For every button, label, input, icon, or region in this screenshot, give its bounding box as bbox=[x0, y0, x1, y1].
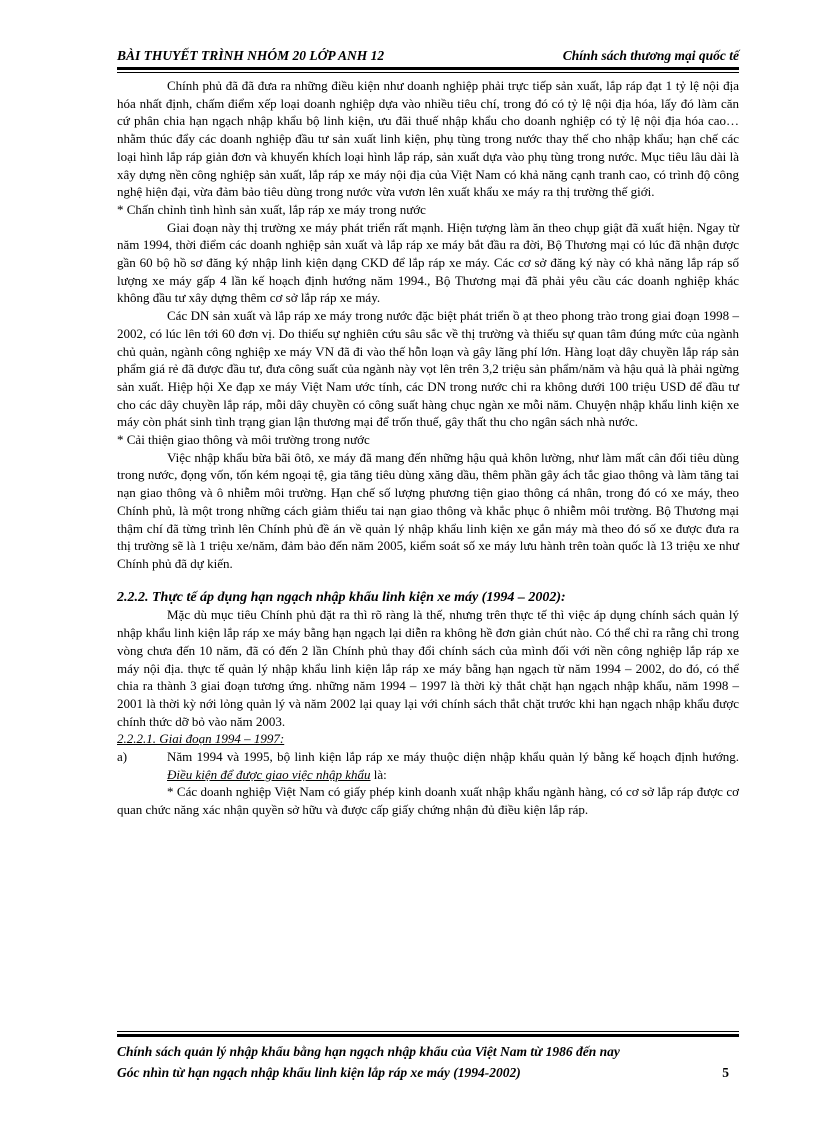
paragraph-enterprises: Các DN sản xuất và lắp ráp xe máy trong nước đặc biệt phát triển ồ ạt theo phong trào trong giai đoạn 1998 – 2002, có lúc lên tới 60 đơn vị. Do thiếu sự nghiên cứu sâu sắc về thị trường và thiếu sự quan tâm đúng mức của ngành chủ quản, ngành công nghiệp xe máy VN đã đi vào thế hỗn loạn và gây lãng phí lớn. Hàng loạt dây chuyền lắp ráp sản phẩm giá rẻ đã được đầu tư, đưa công suất của ngành này vọt lên trên 3,2 triệu sản phẩm/năm và hậu quả là phải ngừng sản xuất. Hiệp hội Xe đạp xe máy Việt Nam ước tính, các DN trong nước chi ra không dưới 100 triệu USD để đầu tư cho các dây chuyền lắp ráp, mỗi dây chuyền có công suất hàng chục ngàn xe mỗi năm. Chuyện nhập khẩu linh kiện xe máy còn phát sinh tình trạng gian lận thương mại để trốn thuế, gây thất thu cho ngân sách nhà nước. bbox=[117, 308, 739, 430]
page-header bbox=[117, 44, 739, 66]
subsection-heading-text: 2.2.2.1. Giai đoạn 1994 – 1997: bbox=[117, 731, 285, 747]
item-a-main: Năm 1994 và 1995, bộ linh kiện lắp ráp xe máy thuộc diện nhập khẩu quản lý bằng kế hoạch định hướng. bbox=[167, 749, 739, 765]
page-number: 5 bbox=[722, 1065, 729, 1080]
item-a-text bbox=[167, 748, 739, 783]
paragraph-condition-license: * Các doanh nghiệp Việt Nam có giấy phép kinh doanh xuất nhập khẩu ngành hàng, có cơ sở lắp ráp được cơ quan chức năng xác nhận quyền sở hữu và được cấp giấy chứng nhận đủ điều kiện lắp ráp. bbox=[117, 784, 739, 818]
page-footer bbox=[117, 1041, 739, 1083]
item-a-label: a) bbox=[117, 749, 128, 765]
header-rule-thick bbox=[117, 67, 739, 70]
bullet-restructure-production: * Chấn chỉnh tình hình sản xuất, lắp ráp xe máy trong nước bbox=[117, 201, 426, 217]
paragraph-market-growth: Giai đoạn này thị trường xe máy phát triển rất mạnh. Hiện tượng làm ăn theo chụp giật đã xuất hiện. Ngay từ năm 1994, thời điểm các doanh nghiệp sản xuất và lắp ráp xe máy bắt đầu ra đời, Bộ Thương mại có lúc đã nhận được gần 60 bộ hồ sơ đăng ký nhập linh kiện dạng CKD để lắp ráp xe máy. Các cơ sở đăng ký này có khả năng lắp ráp số lượng xe máy gấp 4 lần kế hoạch định hướng năm 1994., Bộ Thương mại đã phải yêu cầu các doanh nghiệp khác không đầu tư xây dựng thêm cơ sở lắp ráp xe máy. bbox=[117, 219, 739, 306]
header-subject: Chính sách thương mại quốc tế bbox=[562, 48, 739, 63]
subsection-heading-2-2-2-1 bbox=[117, 730, 739, 748]
footer-line-1: Chính sách quản lý nhập khẩu bằng hạn ngạch nhập khẩu của Việt Nam từ 1986 đến nay bbox=[117, 1044, 620, 1059]
item-a-emphasis: Điều kiện để được giao việc nhập khẩu bbox=[167, 766, 371, 782]
header-title: BÀI THUYẾT TRÌNH NHÓM 20 LỚP ANH 12 bbox=[117, 48, 385, 63]
paragraph-import-consequences: Việc nhập khẩu bừa bãi ôtô, xe máy đã mang đến những hậu quả khôn lường, như làm mất cân đối tiêu dùng trong nước, đọng vốn, tốn kém ngoại tệ, gia tăng tiêu dùng xăng dầu, thêm phần gây ách tắc giao thông và làm tăng tai nạn giao thông và ô nhiễm môi trường. Hạn chế số lượng phương tiện giao thông cá nhân, trong đó có xe máy, theo Chính phủ, là một trong những cách giảm thiểu tai nạn giao thông và khắc phục ô nhiễm môi trường. Bộ Thương mại thậm chí đã từng trình lên Chính phủ đề án về quản lý nhập khẩu linh kiện xe gắn máy mà theo đó số xe được đưa ra thị trường sẽ là 1 triệu xe/năm, đảm bảo đến năm 2005, kiểm soát số xe máy lưu hành trên toàn quốc là 13 triệu xe như Chính phủ đã dự kiến. bbox=[117, 449, 739, 571]
paragraph-quota-practice: Mặc dù mục tiêu Chính phủ đặt ra thì rõ ràng là thế, nhưng trên thực tế thì việc áp dụng chính sách quản lý nhập khẩu linh kiện lắp ráp xe máy bằng hạn ngạch lại diễn ra không hề đơn giản chút nào. Có thể chỉ ra rằng chỉ trong vòng chưa đến 10 năm, đã có đến 2 lần Chính phủ thay đổi chính sách của mình đối với nền công nghiệp lắp ráp xe máy nội địa. thực tế quản lý nhập khẩu linh kiện lắp ráp xe máy bằng hạn ngạch từ năm 1994 – 2002, do đó, có thể chia ra thành 3 giai đoạn tương ứng. những năm 1994 – 1997 là thời kỳ thắt chặt hạn ngạch nhập khẩu, năm 1998 – 2001 là thời kỳ nới lỏng quản lý và năm 2002 lại quay lại với chính sách thắt chặt trước khi hạn ngạch nhập khẩu được chính thức dỡ bỏ vào năm 2003. bbox=[117, 607, 739, 729]
document-body bbox=[117, 77, 739, 819]
item-a-tail: là: bbox=[370, 766, 387, 782]
header-rule-thin bbox=[117, 72, 739, 73]
footer-rule-thin bbox=[117, 1031, 739, 1032]
footer-rule-thick bbox=[117, 1034, 739, 1037]
footer-line-2: Góc nhìn từ hạn ngạch nhập khẩu linh kiện lắp ráp xe máy (1994-2002) bbox=[117, 1065, 521, 1080]
item-a bbox=[117, 748, 739, 783]
bullet-traffic-environment: * Cải thiện giao thông và môi trường trong nước bbox=[117, 432, 370, 448]
section-heading-2-2-2: 2.2.2. Thực tế áp dụng hạn ngạch nhập khẩu linh kiện xe máy (1994 – 2002): bbox=[117, 589, 566, 605]
paragraph-government-conditions: Chính phủ đã đã đưa ra những điều kiện như doanh nghiệp phải trực tiếp sản xuất, lắp ráp đạt 1 tỷ lệ nội địa hóa nhất định, chấm điểm xếp loại doanh nghiệp dựa vào nhiều tiêu chí, trong đó có tỷ lệ nội địa hóa, lấy đó làm căn cứ phân chia hạn ngạch nhập khẩu bộ linh kiện, ưu đãi thuế nhập khẩu cho doanh nghiệp có tỷ lệ nội địa hóa cao… nhằm thúc đẩy các doanh nghiệp đầu tư sản xuất linh kiện, phụ tùng trong nước thay thế cho nhập khẩu; hạn chế các loại hình lắp ráp giản đơn và khuyến khích loại hình lắp ráp, sản xuất dựa vào phụ tùng trong nước. Mục tiêu lâu dài là xây dựng nền công nghiệp sản xuất, lắp ráp xe máy nội địa của Việt Nam có khả năng cạnh tranh cao, có trình độ công nghệ hiện đại, vừa đảm bảo tiêu dùng trong nước vừa vươn lên xuất khẩu xe máy ra thị trường thế giới. bbox=[117, 78, 739, 200]
